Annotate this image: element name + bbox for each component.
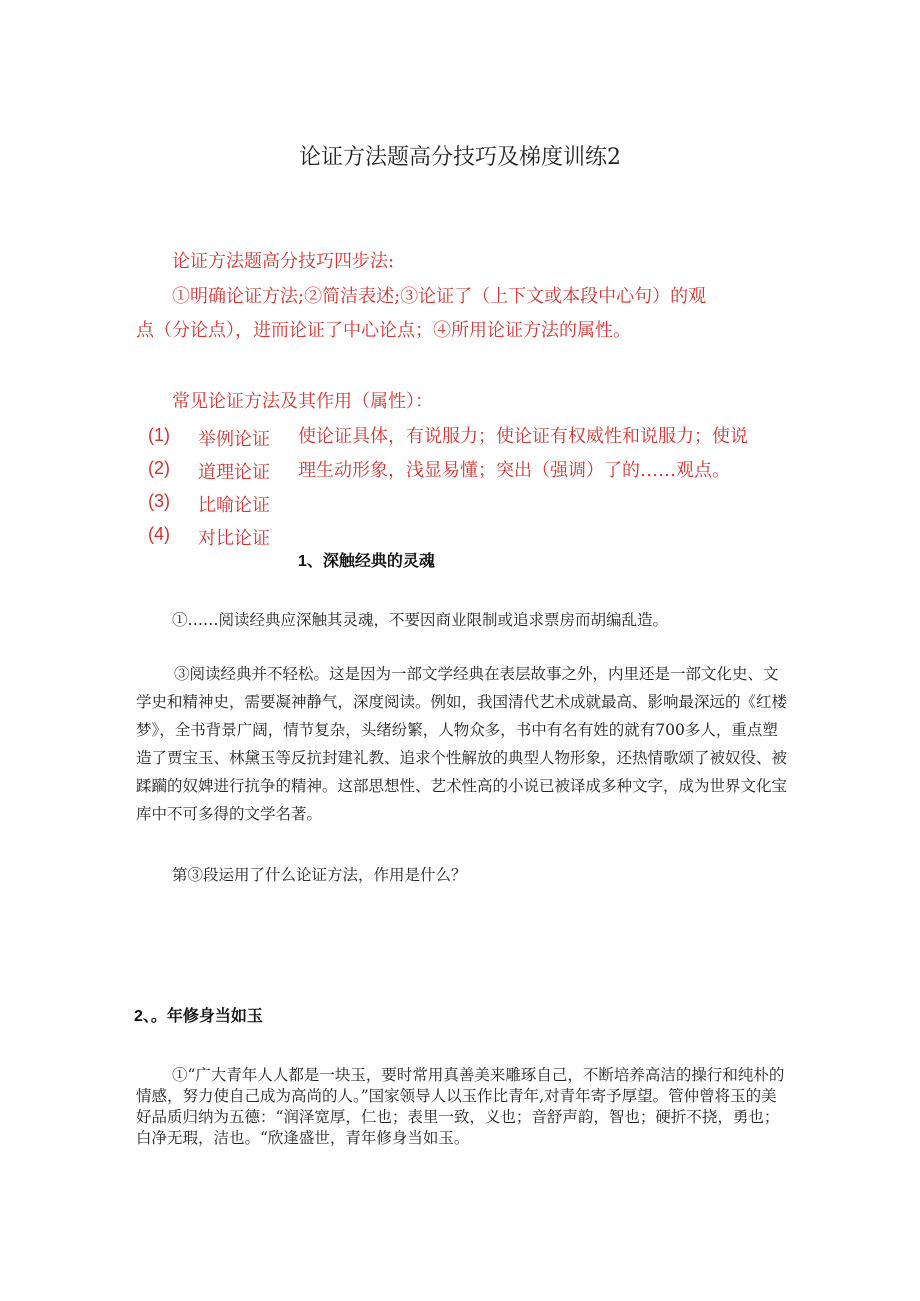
method-name: 比喻论证 <box>198 495 270 516</box>
section1-paragraph-3: ③阅读经典并不轻松。这是因为一部文学经典在表层故事之外，内里还是一部文化史、文学史和精神史，需要凝神静气，深度阅读。例如，我国清代艺术成就最高、影响最深远的《红楼梦》，全书背景广阔，情节复杂，头绪纷繁，人物众多，书中有名有姓的就有700多人，重点塑造了贾宝玉、林黛玉等反抗封建礼教、追求个性解放的典型人物形象，还热情歌颂了被奴役、被蹂躏的奴婢进行抗争的精神。这部思想性、艺术性高的小说已被译成多种文字，成为世界文化宝库中不可多得的文学名著。 <box>136 665 788 823</box>
method-name: 对比论证 <box>198 528 270 549</box>
section1-heading: 1、深触经典的灵魂 <box>298 553 435 570</box>
method-name: 道理论证 <box>198 462 270 483</box>
method-number: (1) <box>148 425 170 445</box>
method-number: (3) <box>148 491 170 511</box>
section2-paragraph-1: ①“广大青年人人都是一块玉，要时常用真善美来雕琢自己，不断培养高洁的操行和纯朴的情感，努力使自己成为高尚的人。”国家领导人以玉作比青年,对青年寄予厚望。管仲曾将玉的美好品质归纳为五德：“润泽宽厚，仁也；表里一致，义也；音舒声韵，智也；硬折不挠，勇也；白净无瑕，洁也。“欣逢盛世，青年修身当如玉。 <box>136 1066 785 1147</box>
steps-line-2: 点（分论点），进而论证了中心论点；④所用论证方法的属性。 <box>136 320 631 341</box>
section1-paragraph-1: ①……阅读经典应深触其灵魂，不要因商业限制或追求票房而胡编乱造。 <box>172 611 669 629</box>
steps-line-1: ①明确论证方法;②简洁表述;③论证了（上下文或本段中心句）的观 <box>172 286 707 307</box>
steps-heading: 论证方法题高分技巧四步法: <box>172 251 395 272</box>
common-methods-heading: 常见论证方法及其作用（属性）： <box>172 391 433 412</box>
methods-effect-line-2: 理生动形象，浅显易懂；突出（强调）了的……观点。 <box>298 460 730 481</box>
section1-question: 第③段运用了什么论证方法，作用是什么？ <box>172 866 467 884</box>
methods-effect-line-1: 使论证具体，有说服力；使论证有权威性和说服力；使说 <box>298 426 748 447</box>
method-number: (4) <box>148 524 170 544</box>
section2-heading: 2、。年修身当如玉 <box>134 1008 263 1025</box>
page-title: 论证方法题高分技巧及梯度训练2 <box>299 145 621 170</box>
method-name: 举例论证 <box>198 429 270 450</box>
method-number: (2) <box>148 458 170 478</box>
